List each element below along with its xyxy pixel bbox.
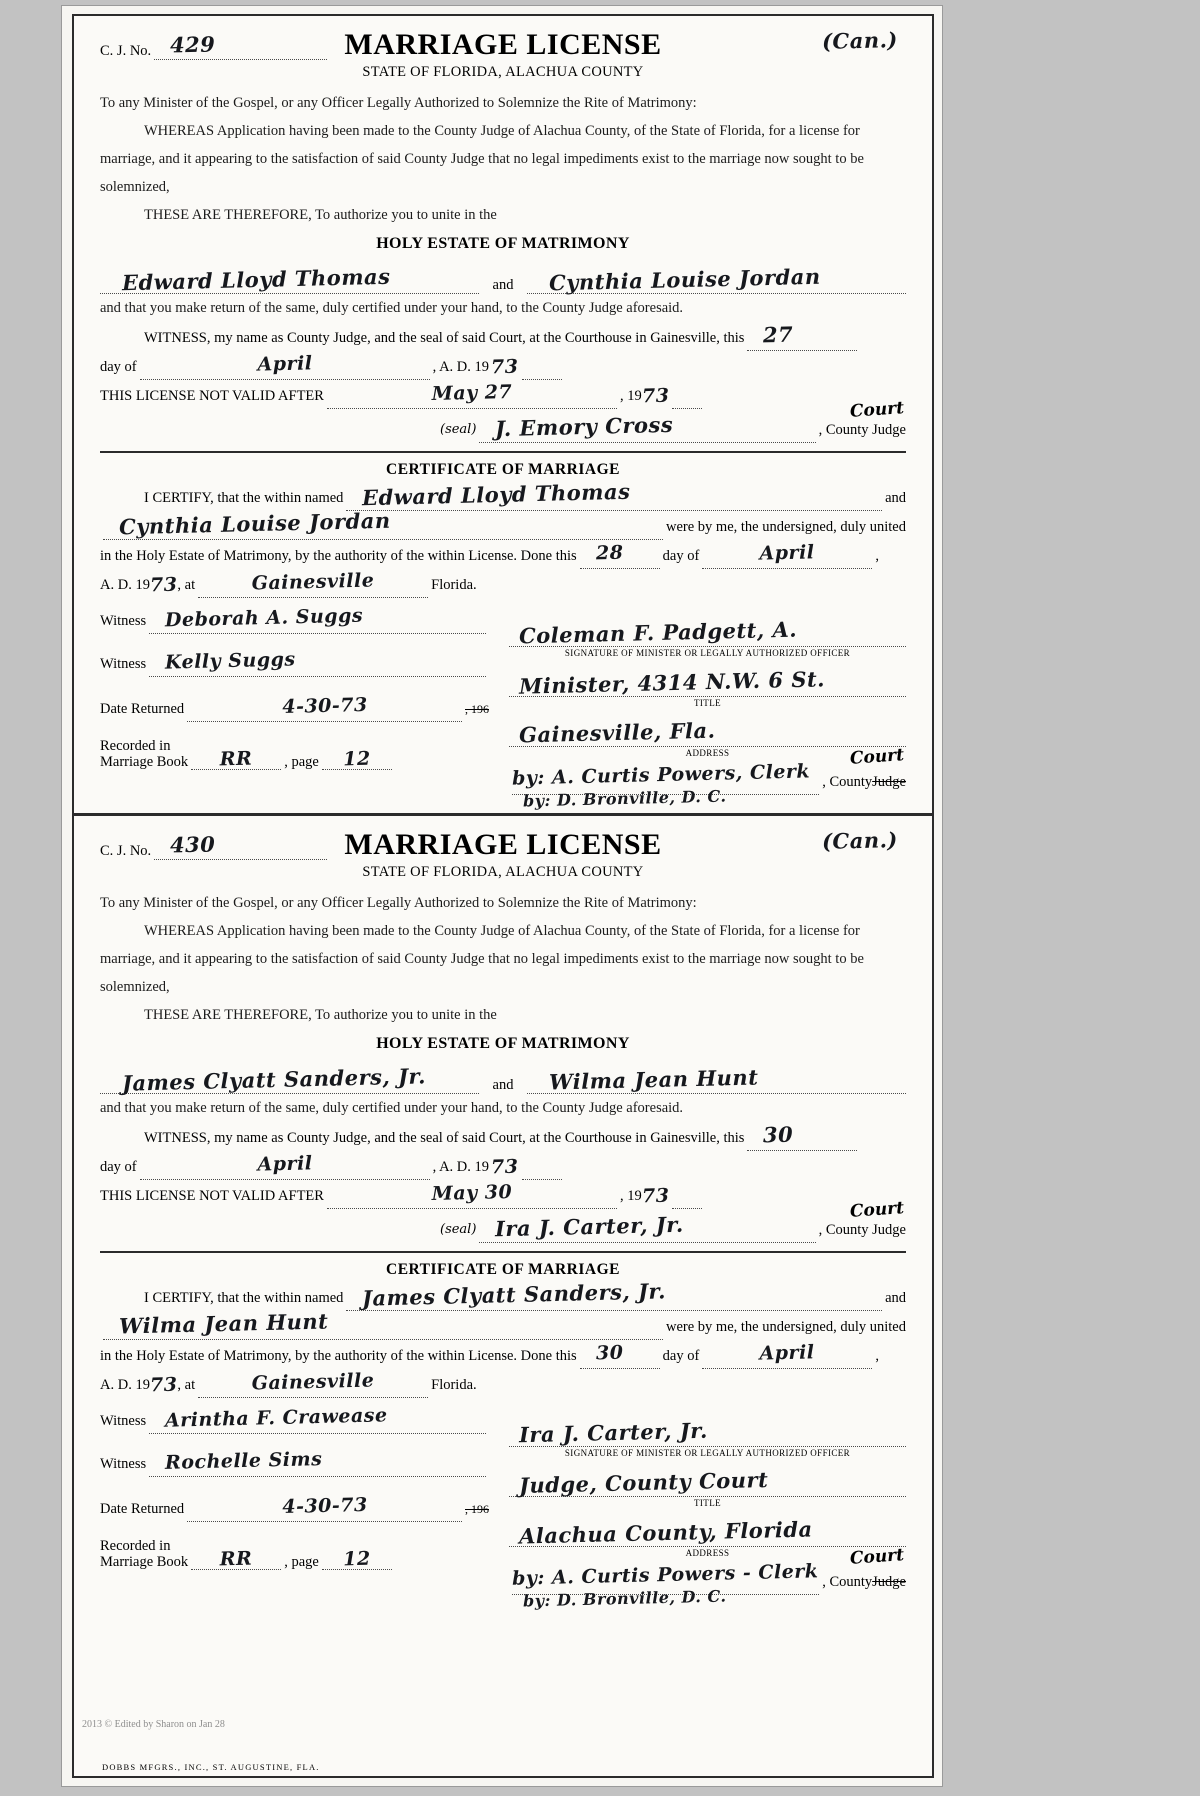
witness-clause: WITNESS, my name as County Judge, and the seal of said Court, at the Courthouse in Gainesville, this xyxy=(144,1130,745,1146)
not-valid-year-prefix: , 19 xyxy=(619,1188,642,1204)
month-value: April xyxy=(256,1152,313,1176)
witness2-value: Rochelle Sims xyxy=(164,1448,323,1474)
cert-bride-name: Cynthia Louise Jordan xyxy=(118,507,391,540)
date-returned-row xyxy=(100,695,489,722)
bride-name: Wilma Jean Hunt xyxy=(549,1064,760,1095)
cert-bride-row xyxy=(100,1308,906,1340)
date-returned-row xyxy=(100,1495,489,1522)
witness2-row xyxy=(100,650,489,677)
witness1-label: Witness xyxy=(100,1413,147,1429)
officer-signature: Coleman F. Padgett, A. xyxy=(518,616,798,649)
certificate-heading: CERTIFICATE OF MARRIAGE xyxy=(386,461,620,478)
judge-signature: J. Emory Cross xyxy=(495,411,674,442)
officer-signature-caption: SIGNATURE OF MINISTER OR LEGALLY AUTHORIZED OFFICER xyxy=(564,648,851,658)
signature-block xyxy=(100,1404,906,1609)
judge-signature-row xyxy=(100,1198,906,1243)
officer-column xyxy=(503,604,906,809)
ad-at-label: A. D. 19 xyxy=(100,1377,150,1393)
title-caption: TITLE xyxy=(694,1498,721,1508)
cert-day-of-label: day of xyxy=(662,548,700,564)
cert-bride-name: Wilma Jean Hunt xyxy=(118,1308,329,1339)
cert-year-value: 73 xyxy=(149,573,178,597)
marriage-license-record xyxy=(74,813,932,1613)
section-divider xyxy=(100,1251,906,1253)
whereas-paragraph: WHEREAS Application having been made to the County Judge of Alachua County, of the State of Florida, for a license for marriage, and it appearing to the satisfaction of said County Judge that no legal impediments exist to the marriage now sought to be solemnized, xyxy=(100,123,864,195)
date-returned-suffix: , 196 xyxy=(465,702,489,716)
seal-mark: (seal) xyxy=(440,1222,477,1237)
officer-signature-line xyxy=(509,616,906,647)
page-title: MARRIAGE LICENSE xyxy=(344,828,662,861)
therefore-paragraph: THESE ARE THEREFORE, To authorize you to unite in the xyxy=(144,1007,497,1023)
witness-date-row xyxy=(100,321,906,351)
cert-year-city-row xyxy=(100,569,906,598)
scan-watermark: 2013 © Edited by Sharon on Jan 28 xyxy=(82,1719,225,1730)
address-caption: ADDRESS xyxy=(685,1548,730,1558)
officer-address-value: Alachua County, Florida xyxy=(518,1516,813,1549)
return-instruction: and that you make return of the same, duly certified under your hand, to the County Judge aforesaid. xyxy=(100,1100,684,1116)
cj-number-label: C. J. No. xyxy=(100,843,152,859)
officer-title-value: Judge, County Court xyxy=(518,1466,769,1499)
date-returned-value: 4-30-73 xyxy=(281,693,368,719)
page-label: , page xyxy=(284,754,319,770)
cert-and-label: and xyxy=(885,1290,906,1306)
page-value: 12 xyxy=(342,1547,371,1571)
state-county-subtitle: STATE OF FLORIDA, ALACHUA COUNTY xyxy=(362,864,644,880)
not-valid-year-prefix: , 19 xyxy=(619,388,642,404)
title-caption: TITLE xyxy=(694,698,721,708)
date-returned-label: Date Returned xyxy=(100,1501,185,1517)
witness1-value: Deborah A. Suggs xyxy=(164,604,364,632)
witness-clause: WITNESS, my name as County Judge, and the seal of said Court, at the Courthouse in Gainesville, this xyxy=(144,330,745,346)
clerk-title-overwrite: Court xyxy=(849,745,905,769)
and-label: and xyxy=(492,1077,514,1093)
cert-groom-name: James Clyatt Sanders, Jr. xyxy=(362,1278,667,1311)
officer-address-line xyxy=(509,716,906,747)
cert-day-value: 28 xyxy=(595,541,624,565)
authority-row: in the Holy Estate of Matrimony, by the authority of the within License. Done this 28 day of April , xyxy=(100,543,906,569)
clerk-title-overwrite: Court xyxy=(849,1545,905,1569)
cj-number-field xyxy=(100,831,330,860)
ad-label: , A. D. 19 xyxy=(432,1159,490,1175)
cert-day-of-label: day of xyxy=(662,1348,700,1364)
paper-border xyxy=(72,14,934,1778)
couple-names-row xyxy=(100,263,906,296)
cj-number-value: 430 xyxy=(169,831,216,858)
witness1-row xyxy=(100,604,489,634)
therefore-paragraph: THESE ARE THEREFORE, To authorize you to unite in the xyxy=(144,207,497,223)
not-valid-label: THIS LICENSE NOT VALID AFTER xyxy=(100,1188,324,1204)
holy-estate-heading: HOLY ESTATE OF MATRIMONY xyxy=(376,235,630,252)
ad-label: , A. D. 19 xyxy=(432,359,490,375)
not-valid-after-row xyxy=(100,383,906,409)
witness-date-row xyxy=(100,1121,906,1151)
certify-row xyxy=(100,478,906,511)
certify-label: I CERTIFY, that the within named xyxy=(144,1290,344,1306)
page-value: 12 xyxy=(342,747,371,771)
cancelled-note: (Can.) xyxy=(821,27,899,54)
printer-imprint: DOBBS MFGRS., INC., ST. AUGUSTINE, FLA. xyxy=(102,1762,320,1772)
groom-name: Edward Lloyd Thomas xyxy=(121,263,391,296)
day-of-label: day of xyxy=(100,359,137,375)
month-value: April xyxy=(256,352,313,376)
officer-title-line xyxy=(509,1466,906,1497)
at-label: , at xyxy=(177,1377,196,1393)
addressee-line: To any Minister of the Gospel, or any Officer Legally Authorized to Solemnize the Rite of Matrimony: xyxy=(100,95,697,111)
paper-sheet xyxy=(62,6,942,1786)
state-county-subtitle: STATE OF FLORIDA, ALACHUA COUNTY xyxy=(362,64,644,80)
witness1-value: Arintha F. Crawease xyxy=(164,1404,388,1432)
bride-name: Cynthia Louise Jordan xyxy=(549,263,822,296)
ad-at-label: A. D. 19 xyxy=(100,577,150,593)
officer-title-line xyxy=(509,666,906,697)
officer-signature-line xyxy=(509,1416,906,1447)
year-value: 73 xyxy=(490,355,519,379)
witness1-row xyxy=(100,1404,489,1434)
address-caption: ADDRESS xyxy=(685,748,730,758)
day-month-year-row xyxy=(100,1154,906,1180)
not-valid-after-row xyxy=(100,1183,906,1209)
cert-year-city-row xyxy=(100,1369,906,1398)
clerk-deputy: by: D. Bronville, D. C. xyxy=(522,1586,727,1611)
cert-year-value: 73 xyxy=(149,1373,178,1397)
couple-names-row xyxy=(100,1063,906,1096)
section-divider xyxy=(100,451,906,453)
clerk-title-struck: Judge xyxy=(872,774,906,790)
united-text: were by me, the undersigned, duly united xyxy=(666,1319,906,1335)
clerk-signature: by: A. Curtis Powers, Clerk xyxy=(511,760,811,790)
officer-column xyxy=(503,1404,906,1609)
clerk-signature: by: A. Curtis Powers - Clerk xyxy=(511,1560,819,1590)
witness2-label: Witness xyxy=(100,656,147,672)
authority-text: in the Holy Estate of Matrimony, by the authority of the within License. Done this xyxy=(100,548,577,564)
certificate-heading: CERTIFICATE OF MARRIAGE xyxy=(386,1261,620,1278)
cj-number-field xyxy=(100,31,330,60)
cert-bride-row xyxy=(100,507,906,540)
at-label: , at xyxy=(177,577,196,593)
witness1-label: Witness xyxy=(100,613,147,629)
officer-title-value: Minister, 4314 N.W. 6 St. xyxy=(518,666,826,699)
judge-title-overwrite: Court xyxy=(849,398,905,422)
recorded-label: Recorded in xyxy=(100,1538,171,1554)
date-returned-value: 4-30-73 xyxy=(281,1493,368,1519)
cj-number-label: C. J. No. xyxy=(100,43,152,59)
authority-text: in the Holy Estate of Matrimony, by the authority of the within License. Done this xyxy=(100,1348,577,1364)
day-month-year-row xyxy=(100,354,906,380)
cert-day-value: 30 xyxy=(595,1341,624,1365)
witness-column xyxy=(100,604,503,809)
return-instruction: and that you make return of the same, duly certified under your hand, to the County Judge aforesaid. xyxy=(100,300,684,316)
recorded-label: Recorded in xyxy=(100,738,171,754)
cancelled-note: (Can.) xyxy=(821,827,899,854)
cert-month-value: April xyxy=(759,1341,816,1365)
officer-signature: Ira J. Carter, Jr. xyxy=(518,1417,709,1448)
groom-name: James Clyatt Sanders, Jr. xyxy=(121,1063,427,1096)
not-valid-year: 73 xyxy=(641,384,670,408)
not-valid-date: May 30 xyxy=(431,1181,513,1205)
and-label: and xyxy=(492,277,514,293)
judge-signature: Ira J. Carter, Jr. xyxy=(495,1211,685,1242)
certify-row xyxy=(100,1278,906,1311)
judge-title-label: , County Judge xyxy=(818,1222,906,1238)
cert-groom-name: Edward Lloyd Thomas xyxy=(362,478,632,511)
not-valid-year: 73 xyxy=(641,1184,670,1208)
recorded-row xyxy=(100,1538,489,1570)
witness-column xyxy=(100,1404,503,1609)
certify-label: I CERTIFY, that the within named xyxy=(144,490,344,506)
marriage-license-record xyxy=(74,16,932,813)
holy-estate-heading: HOLY ESTATE OF MATRIMONY xyxy=(376,1035,630,1052)
state-label: Florida. xyxy=(431,1377,477,1393)
witness-day-value: 27 xyxy=(763,321,794,348)
clerk-title-label: , County xyxy=(822,1574,873,1590)
city-value: Gainesville xyxy=(251,569,375,595)
cert-and-label: and xyxy=(885,490,906,506)
whereas-paragraph: WHEREAS Application having been made to the County Judge of Alachua County, of the State of Florida, for a license for marriage, and it appearing to the satisfaction of said County Judge that no legal impediments exist to the marriage now sought to be solemnized, xyxy=(100,923,864,995)
cj-number-value: 429 xyxy=(169,31,216,58)
date-returned-suffix: , 196 xyxy=(465,1502,489,1516)
clerk-title-struck: Judge xyxy=(872,1574,906,1590)
officer-signature-caption: SIGNATURE OF MINISTER OR LEGALLY AUTHORIZED OFFICER xyxy=(564,1448,851,1458)
judge-title-label: , County Judge xyxy=(818,422,906,438)
page-title: MARRIAGE LICENSE xyxy=(344,28,662,61)
book-value: RR xyxy=(219,1547,253,1571)
seal-mark: (seal) xyxy=(440,422,477,437)
judge-title-overwrite: Court xyxy=(849,1198,905,1222)
addressee-line: To any Minister of the Gospel, or any Officer Legally Authorized to Solemnize the Rite of Matrimony: xyxy=(100,895,697,911)
officer-address-line xyxy=(509,1516,906,1547)
day-of-label: day of xyxy=(100,1159,137,1175)
book-label: Marriage Book xyxy=(100,754,189,770)
clerk-deputy: by: D. Bronville, D. C. xyxy=(522,786,727,811)
state-label: Florida. xyxy=(431,577,477,593)
witness2-value: Kelly Suggs xyxy=(164,648,296,674)
book-label: Marriage Book xyxy=(100,1554,189,1570)
united-text: were by me, the undersigned, duly united xyxy=(666,519,906,535)
authority-row: in the Holy Estate of Matrimony, by the authority of the within License. Done this 30 day of April , xyxy=(100,1343,906,1369)
book-value: RR xyxy=(219,747,253,771)
officer-address-value: Gainesville, Fla. xyxy=(518,717,716,748)
signature-block xyxy=(100,604,906,809)
page-label: , page xyxy=(284,1554,319,1570)
date-returned-label: Date Returned xyxy=(100,701,185,717)
not-valid-label: THIS LICENSE NOT VALID AFTER xyxy=(100,388,324,404)
witness2-label: Witness xyxy=(100,1456,147,1472)
witness-day-value: 30 xyxy=(763,1121,794,1148)
clerk-title-label: , County xyxy=(822,774,873,790)
city-value: Gainesville xyxy=(251,1369,375,1395)
cert-month-value: April xyxy=(759,541,816,565)
not-valid-date: May 27 xyxy=(431,381,513,405)
witness2-row xyxy=(100,1450,489,1477)
judge-signature-row xyxy=(100,398,906,443)
year-value: 73 xyxy=(490,1155,519,1179)
recorded-row xyxy=(100,738,489,770)
